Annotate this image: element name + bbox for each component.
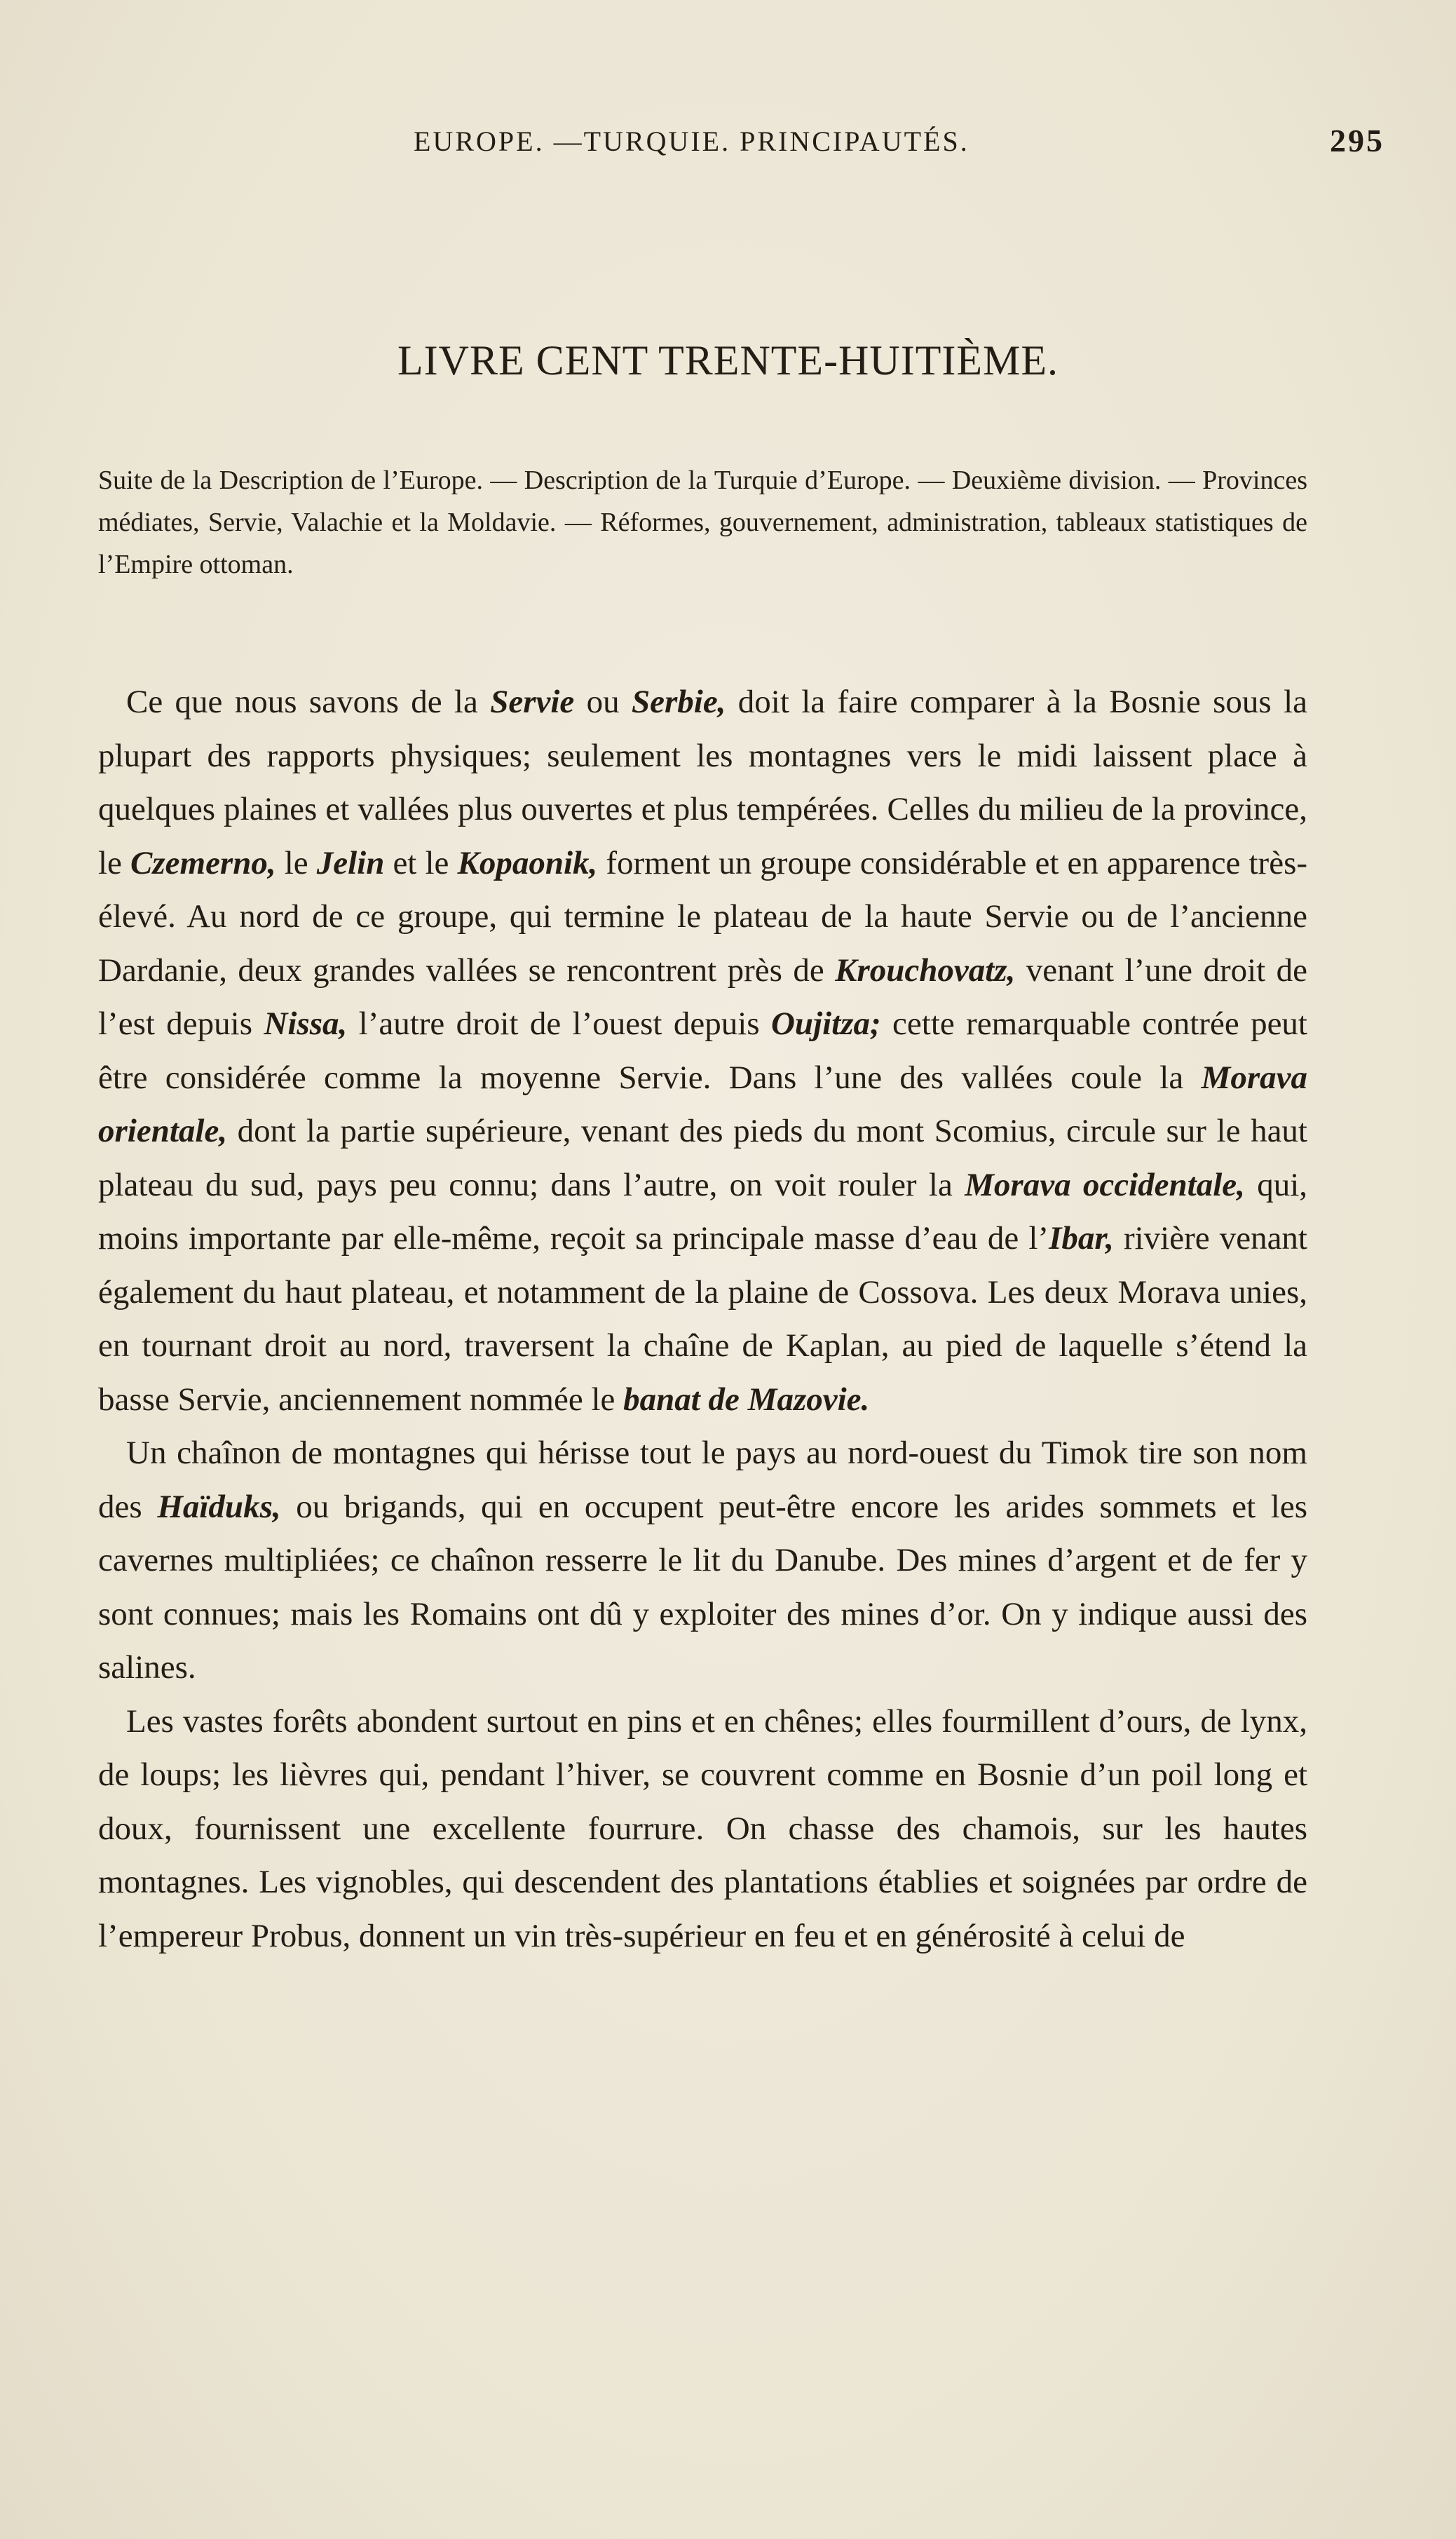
place-name-czemerno: Czemerno, (130, 844, 276, 881)
paragraph-3: Les vastes forêts abondent surtout en pins et en chênes; elles fourmillent d’ours, de lynx, de loups; les lièvres qui, pendant l’hiver, se couvrent comme en Bosnie d’un poil long et doux, fournissent une excellente fourrure. On chasse des chamois, sur les hautes montagnes. Les vignobles, qui descendent des plantations établies et soignées par ordre de l’empereur Probus, donnent un vin très-supérieur en feu et en générosité à celui de (98, 1702, 1307, 1954)
book-title: LIVRE CENT TRENTE-HUITIÈME. (397, 337, 1059, 384)
text-run: cette remarquable contrée peut être considérée comme la moyenne Servie. Dans l’une des vallées coule la (98, 1006, 1307, 1096)
text-run: dont la partie supérieure, venant des pieds du mont Scomius, circule sur le haut plateau du sud, pays peu connu; dans l’autre, on voit rouler la (98, 1113, 1307, 1203)
people-name-haiduks: Haïduks, (157, 1488, 281, 1525)
place-name-jelin: Jelin (316, 844, 385, 881)
paragraph-2 (98, 1426, 1307, 1695)
place-name-servie: Servie (490, 684, 575, 720)
text-run: forment un groupe considérable et en apparence très-élevé. Au nord de ce groupe, qui termine le plateau de la haute Servie ou de l’ancienne Dardanie, deux grandes vallées se rencontrent près de (98, 844, 1308, 989)
text-run: l’autre droit de l’ouest depuis (347, 1006, 771, 1042)
text-run: ou brigands, qui en occupent peut-être encore les arides sommets et les cavernes multipliées; ce chaînon resserre le lit du Danube. Des mines d’argent et de fer y sont connues; mais les Romains ont dû y exploiter des mines d’or. On y indique aussi des salines. (98, 1488, 1307, 1686)
place-name-kopaonik: Kopaonik, (457, 844, 598, 881)
text-run: venant l’une droit de l’est depuis (98, 952, 1307, 1042)
place-name-serbie: Serbie, (631, 684, 726, 720)
place-name-banat-de-mazovie: banat de Mazovie. (623, 1381, 870, 1418)
running-head (414, 125, 1384, 167)
place-name-ibar: Ibar, (1049, 1220, 1114, 1257)
place-name-morava-occidentale: Morava occidentale, (965, 1166, 1245, 1203)
paragraph-1 (98, 675, 1307, 1426)
place-name-oujitza: Oujitza; (770, 1006, 881, 1042)
text-run: Ce que nous savons de la (126, 684, 491, 720)
text-run: le (275, 844, 317, 881)
chapter-summary: Suite de la Description de l’Europe. — Description de la Turquie d’Europe. — Deuxième division. — Provinces médiates, Servie, Valachie et la Moldavie. — Réformes, gouvernement, administration, tableaux statistiques de l’Empire ottoman. (98, 466, 1307, 579)
text-run: Un chaînon de montagnes qui hérisse tout le pays au nord-ouest du Timok tire son nom des (98, 1435, 1307, 1525)
text-run: doit la faire comparer à la Bosnie sous la plupart des rapports physiques; seulement les montagnes vers le midi laissent place à quelques plaines et vallées plus ouvertes et plus tempérées. Celles du milieu de la province, le (98, 684, 1307, 881)
place-name-morava-orientale: Morava orientale, (98, 1059, 1307, 1149)
text-run: et le (384, 844, 458, 881)
text-run: qui, moins importante par elle-même, reçoit sa principale masse d’eau de l’ (98, 1166, 1308, 1257)
running-head-title: EUROPE. —TURQUIE. PRINCIPAUTÉS. (414, 126, 969, 157)
text-run: rivière venant également du haut plateau, et notamment de la plaine de Cossova. Les deux Morava unies, en tournant droit au nord, traversent la chaîne de Kaplan, au pied de laquelle s’étend la basse Servie, anciennement nommée le (98, 1220, 1307, 1418)
text-run: ou (574, 684, 632, 720)
place-name-nissa: Nissa, (264, 1006, 348, 1042)
place-name-krouchovatz: Krouchovatz, (835, 952, 1016, 989)
body-text (98, 675, 1307, 1963)
page-number: 295 (1330, 123, 1384, 158)
